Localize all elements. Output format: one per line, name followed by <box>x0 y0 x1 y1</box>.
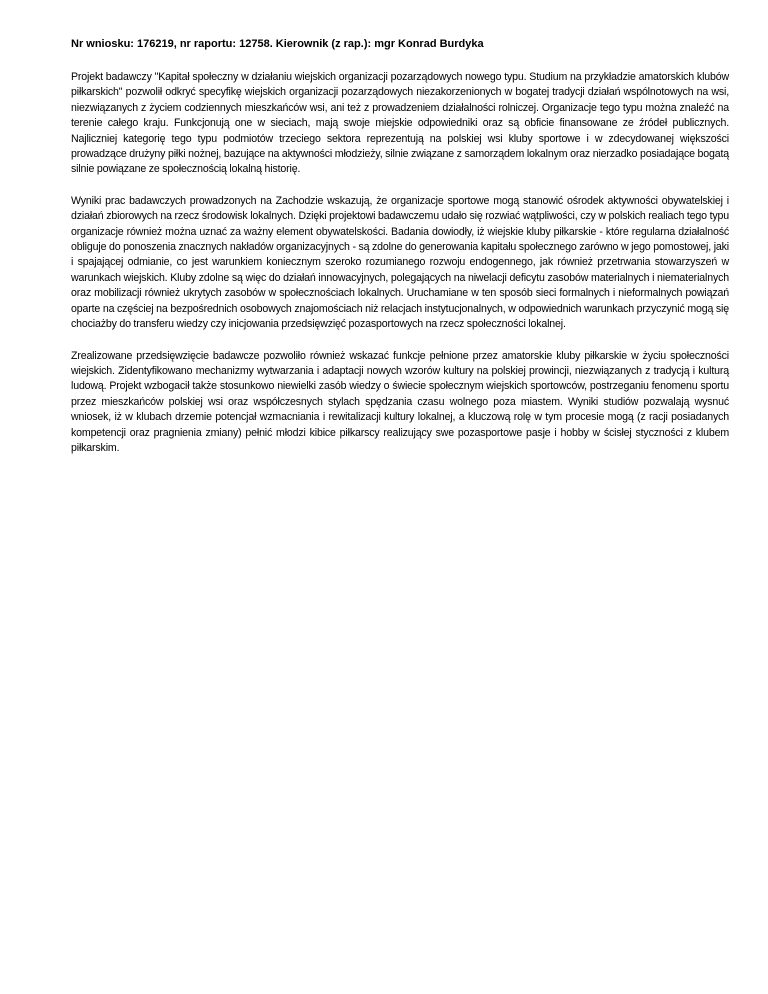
paragraph-3: Zrealizowane przedsięwzięcie badawcze pozwoliło również wskazać funkcje pełnione przez amatorskie kluby piłkarskie w życiu społeczności wiejskich. Zidentyfikowano mechanizmy wytwarzania i adaptacji nowych wzorów kultury na polskiej prowincji, niezwiązanych z tradycją i kulturą ludową. Projekt wzbogacił także stosunkowo niewielki zasób wiedzy o świecie społecznym wiejskich sportowców, postrzeganiu fenomenu sportu przez mieszkańców polskiej wsi oraz współczesnych stylach spędzania czasu wolnego poza miastem. Wyniki studiów pozwalają wysnuć wniosek, iż w klubach drzemie potencjał wzmacniania i rewitalizacji kultury lokalnej, a kluczową rolę w tym procesie mogą (z racji posiadanych kompetencji oraz pragnienia zmiany) pełnić młodzi kibice piłkarscy realizujący swe pozasportowe pasje i hobby w ścisłej styczności z klubem piłkarskim. <box>71 349 729 454</box>
report-header: Nr wniosku: 176219, nr raportu: 12758. Kierownik (z rap.): mgr Konrad Burdyka <box>71 38 484 50</box>
paragraph-2: Wyniki prac badawczych prowadzonych na Zachodzie wskazują, że organizacje sportowe mogą stanowić ośrodek aktywności obywatelskiej i działań zbiorowych na rzecz środowisk lokalnych. Dzięki projektowi badawczemu udało się rozwiać wątpliwości, czy w polskich realiach tego typu organizacje również można uznać za ważny element obywatelskości. Badania dowiodły, iż wiejskie kluby piłkarskie - które regularna działalność obliguje do ponoszenia znacznych nakładów organizacyjnych - są zdolne do generowania kapitału społecznego zarówno w jego pomostowej, jaki i spajającej odmianie, co jest warunkiem koniecznym szeroko rozumianego rozwoju endogennego, jak również przetrwania stowarzyszeń w warunkach wiejskich. Kluby zdolne są więc do działań innowacyjnych, polegających na niwelacji deficytu zasobów materialnych i niematerialnych oraz mobilizacji również ukrytych zasobów w społecznościach lokalnych. Uruchamiane w ten sposób sieci formalnych i nieformalnych powiązań oparte na częściej na bezpośrednich osobowych znajomościach niż relacjach instytucjonalnych, w odpowiednich warunkach przyczynić mogą się chociażby do transferu wiedzy czy inicjowania przedsięwzięć pozasportowych na rzecz społeczności lokalnej. <box>71 194 729 331</box>
document-page <box>71 36 729 472</box>
paragraph-1: Projekt badawczy "Kapitał społeczny w działaniu wiejskich organizacji pozarządowych nowego typu. Studium na przykładzie amatorskich klubów piłkarskich" pozwolił odkryć specyfikę wiejskich organizacji pozarządowych niezakorzenionych w bogatej tradycji działań wspólnotowych na wsi, niezwiązanych z życiem codziennych mieszkańców wsi, ani też z prowadzeniem działalności rolniczej. Organizacje tego typu można znaleźć na terenie całego kraju. Funkcjonują one w sieciach, mają swoje miejskie odpowiedniki oraz są obficie finansowane ze źródeł publicznych. Najliczniej kategorię tego typu podmiotów trzeciego sektora reprezentują na polskiej wsi kluby sportowe i w zdecydowanej większości prowadzące drużyny piłki nożnej, bazujące na aktywności młodzieży, silnie związane z samorządem lokalnym oraz nierzadko posiadające bogatą silnie powiązane ze społecznością lokalną historię. <box>71 71 729 176</box>
